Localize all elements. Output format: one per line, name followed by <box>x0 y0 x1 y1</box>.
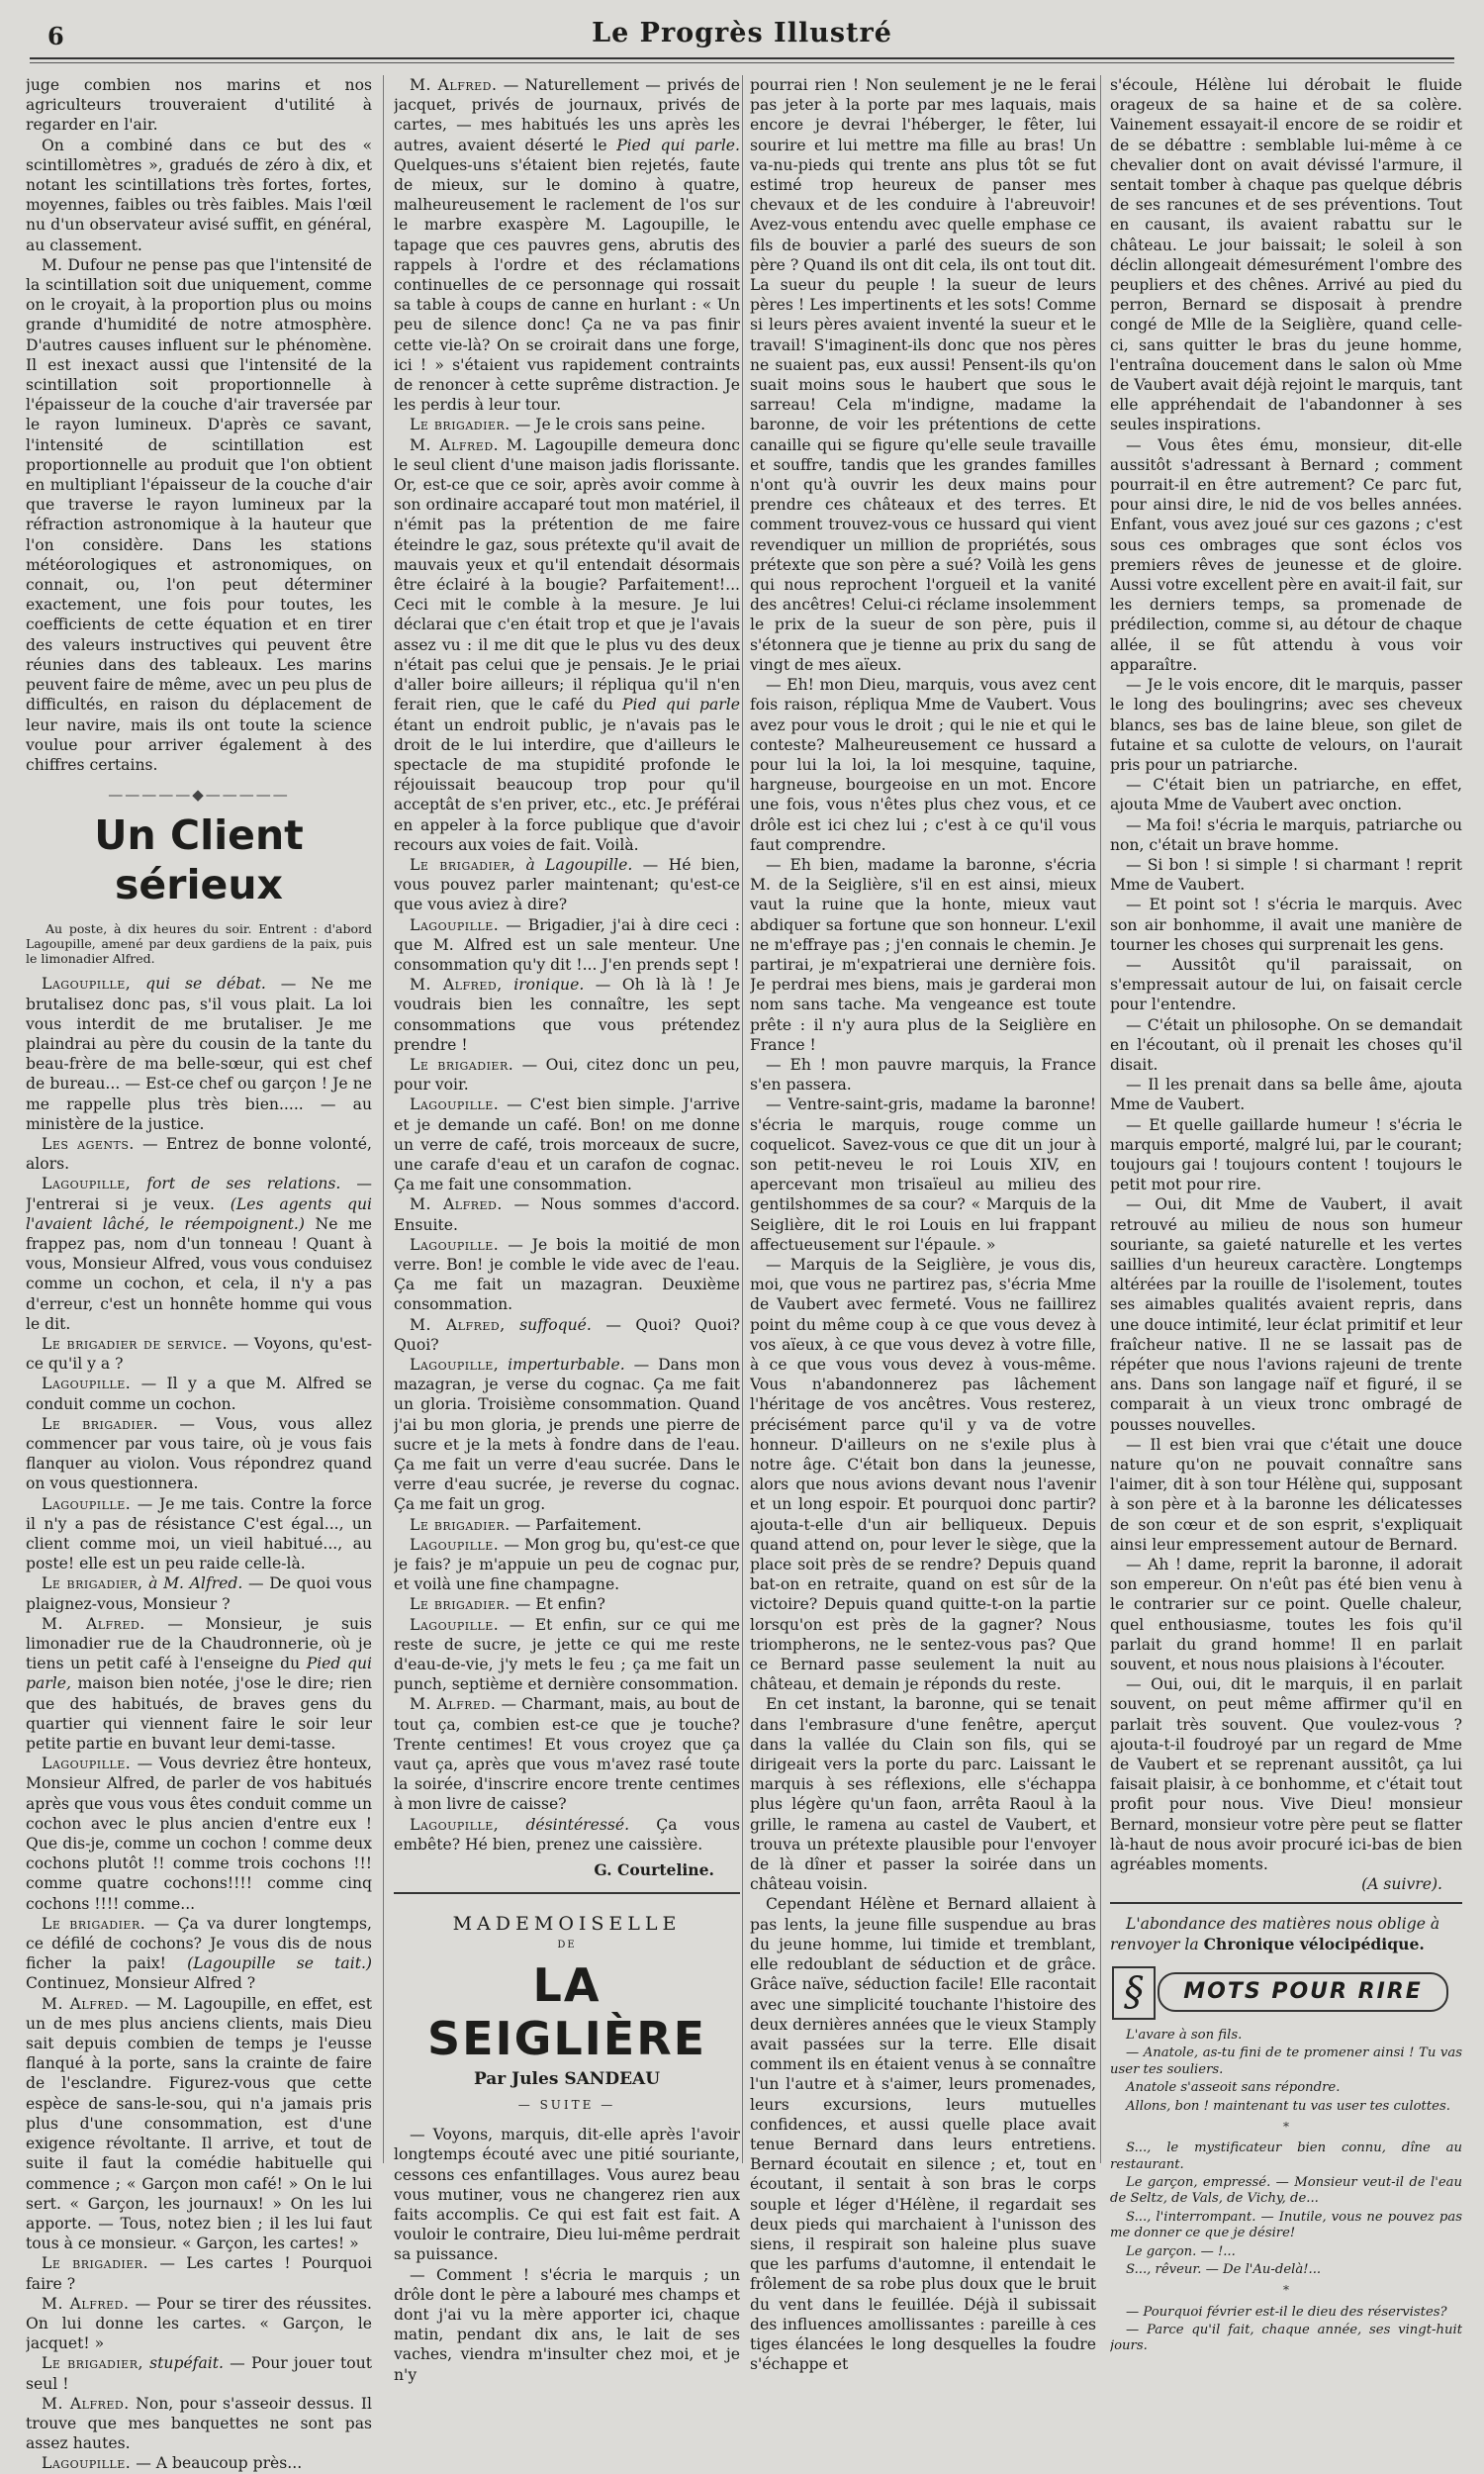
line-text: — Ça va durer longtemps, ce défilé de cochons? Je vous dis de nous ficher la paix! <box>26 1914 372 1973</box>
stage-note: fort de ses relations. <box>146 1175 341 1193</box>
dialogue-line <box>26 1414 372 1494</box>
dialogue-line <box>26 2394 372 2454</box>
serial-author: Par Jules SANDEAU <box>473 2068 661 2089</box>
speaker: Lagoupille. <box>410 915 500 934</box>
line-text: — Mon grog bu, qu'est-ce que je fais? je m'appuie un peu de cognac pur, et voilà une fine champagne. <box>394 1535 740 1594</box>
serial-paragraph: — Oui, dit Mme de Vaubert, il avait retrouvé au milieu de nous son humeur souriante, sa gaieté naturelle et les vertes saillies d'un heureux caractère. Longtemps altérées par la rouille de l'isolement, toutes ses aimables qualités avaient repris, dans une douce intimité, leur éclat primitif et leur fraîcheur native. Il ne se lassait pas de répéter que nous l'avions rajeuni de trente ans. Dans son langage naïf et figuré, il se comparait à un vieux tronc ombragé de pousses nouvelles. <box>1110 1195 1462 1434</box>
serial-paragraph: Cependant Hélène et Bernard allaient à pas lents, la jeune fille suspendue au bras du jeune homme, lui timide et tremblant, elle redoublant de séduction et de grâce. Grâce naïve, séduction facile! Elle racontait avec une simplicité touchante l'histoire des deux dernières années que le vieux Stamply avait passées sur la terre. Elle disait comment ils en étaient venus à se connaître l'un l'autre et à s'aimer, leurs promenades, leurs excursions, leurs mutuelles confidences, et aussi quelle place avait tenue Bernard dans leurs entretiens. Bernard écoutait en silence ; et, tout en écoutant, il sentait à son bras le corps souple et léger d'Hélène, il regardait ses deux pieds qui marchaient à l'unisson des siens, il respirait son haleine plus suave que les parfums d'automne, il entendait le frôlement de sa robe plus doux que le bruit du vent dans le feuillée. Déjà il subissait des influences amollissantes : pareille à ces tiges élancées le long desquelles la foudre s'échappe et <box>750 1895 1096 2374</box>
line-text: — Et enfin, sur ce qui me reste de sucre, je jette ce qui me reste d'eau-de-vie, j'y mets le feu ; ça me fait un punch, septième et dernière consommation. <box>394 1615 740 1694</box>
line-text: — Monsieur, je suis limonadier rue de la Chaudronnerie, où je tiens un petit café à l'enseigne du <box>26 1614 372 1673</box>
speaker: Lagoupille. <box>42 1375 132 1393</box>
line-text: Continuez, Monsieur Alfred ? <box>26 1974 256 1993</box>
line-text: — Ne me brutalisez donc pas, s'il vous plait. La loi vous interdit de me brutaliser. Je me plaindrai au père du cousin de la tante du beau-frère de ma belle-sœur, qui est chef de bureau... — Est-ce chef ou garçon ! Je ne me rappelle plus très bien..... — au ministère de la justice. <box>26 975 372 1133</box>
dialogue-line <box>394 435 740 855</box>
speaker: M. Alfred. <box>42 1994 130 2013</box>
column-separator <box>1100 75 1101 2163</box>
joke-line: S..., l'interrompant. — Inutile, vous ne pouvez pas me donner ce que je désire! <box>1110 2209 1462 2241</box>
separator-star: * <box>1283 2119 1289 2134</box>
serial-paragraph: — Il est bien vrai que c'était une douce nature qu'on ne pouvait connaître sans l'aimer, dit à son tour Hélène qui, supposant à son père et à la baronne les délicatesses de son cœur et de son esprit, s'expliquait ainsi leur empressement autour de Bernard. <box>1110 1435 1462 1554</box>
stage-note: imperturbable. <box>508 1356 625 1374</box>
mots-pour-rire-banner <box>1110 1966 1462 2016</box>
speaker: Le brigadier. <box>410 1055 514 1074</box>
serial-paragraph: — C'était un philosophe. On se demandait en l'écoutant, où il prenait les choses qu'il disait. <box>1110 1015 1462 1074</box>
joke-line: Le garçon, empressé. — Monsieur veut-il de l'eau de Seltz, de Vals, de Vichy, de... <box>1110 2174 1462 2207</box>
dialogue-line <box>26 2253 372 2293</box>
speaker: Le brigadier. <box>410 1515 510 1534</box>
line-text: — De quoi vous plaignez-vous, Monsieur ? <box>26 1574 372 1613</box>
line-text: M. Lagoupille demeura donc le seul client d'une maison jadis florissante. Or, est-ce que ce soir, après avoir comme à son ordinaire accaparé tout mon matériel, il n'émit pas la prétention de me faire éteindre le gaz, sous prétexte qu'il avait de mauvais yeux et qu'il entendait désormais être éclairé à la bougie? Parfaitement!... Ceci mit le comble à la mesure. Je lui déclarai que c'en était trop et que je l'avais assez vu : il me dit que le plus vu des deux n'était pas celui que je pensais. Je le priai d'aller boire ailleurs; il répliqua qu'il n'en ferait rien, que le café du <box>394 435 740 714</box>
speaker: Les agents. <box>42 1134 135 1153</box>
dialogue-line <box>394 1694 740 1814</box>
dialogue-line <box>394 855 740 915</box>
speaker: Lagoupille, <box>42 1175 132 1193</box>
line-text: — Vous, vous allez commencer par vous taire, où je vous fais flanquer au violon. Vous répondrez quand on vous questionnera. <box>26 1414 372 1493</box>
serial-kicker: MADEMOISELLE <box>452 1913 682 1936</box>
speaker: Le brigadier, <box>410 855 516 874</box>
speaker: Le brigadier, <box>42 1574 143 1593</box>
serial-paragraph: — Vous êtes ému, monsieur, dit-elle aussitôt s'adressant à Bernard ; comment pourrait-il en être autrement? Ce parc fut, pour ainsi dire, le nid de vos belles années. Enfant, vous avez joué sur ces gazons ; c'est sous ces ombrages que sont éclos vos premiers rêves de jeunesse et de gloire. Aussi votre excellent père en avait-il fait, sur les derniers temps, sa promenade de prédilection, comme si, au détour de chaque allée, il se fût attendu à vous voir apparaître. <box>1110 435 1462 674</box>
dialogue-line <box>26 1494 372 1574</box>
author-signature: G. Courteline. <box>594 1860 714 1880</box>
line-text: — Il y a que M. Alfred se conduit comme un cochon. <box>26 1375 372 1413</box>
line-text: Non, pour s'asseoir dessus. Il trouve que mes banquettes ne sont pas assez hautes. <box>26 2394 372 2453</box>
serial-paragraph: En cet instant, la baronne, qui se tenait dans l'embrasure d'une fenêtre, aperçut dans la vallée du Clain son fils, qui se dirigeait vers la porte du parc. Laissant le marquis à ses réflexions, elle s'échappa plus légère qu'un faon, arrêta Raoul à la grille, le ramena au castel de Vaubert, et trouva un prétexte plausible pour l'envoyer de là dîner et passer la soirée dans un château voisin. <box>750 1695 1096 1894</box>
serial-paragraph: — Marquis de la Seiglière, je vous dis, moi, que vous ne partirez pas, s'écria Mme de Vaubert avec fermeté. Vous ne faillirez point du même coup à ce que vous devez à vos aïeux, à ce que vous devez à votre fille, à ce que vous vous devez à vous-même. Vous n'abandonnerez pas lâchement l'héritage de vos ancêtres. Vous resterez, précisément parce qu'il y va de votre honneur. D'ailleurs on ne s'exile plus à notre âge. C'était bon dans la jeunesse, alors que nous avions devant nous l'avenir et un long espoir. Et pourquoi donc partir? ajouta-t-elle d'un air belliqueux. Depuis quand attend on, pour lever le siège, que la place soit près de se rendre? Depuis quand bat-on en retraite, quand on est sûr de la victoire? Depuis quand quitte-t-on la partie lorsqu'on est près de la gagner? Nous triompherons, ne le sentez-vous pas? Que ce Bernard passe seulement la nuit au château, et demain je réponds du reste. <box>750 1255 1096 1694</box>
story-title: Un Client sérieux <box>94 811 304 909</box>
serial-paragraph: — Il les prenait dans sa belle âme, ajouta Mme de Vaubert. <box>1110 1076 1462 1114</box>
dialogue-line <box>26 1134 372 1174</box>
speaker: Lagoupille. <box>42 1494 132 1513</box>
serial-paragraph: — Et point sot ! s'écria le marquis. Avec son air bonhomme, il avait une manière de tourner les choses qui surprenait les gens. <box>1110 896 1462 954</box>
column-1 <box>26 75 372 2474</box>
line-text: — Vous devriez être honteux, Monsieur Alfred, de parler de vos habitués après que vous vous êtes conduit comme un cochon avec le plus ancien d'entre eux ! Que dis-je, comme un cochon ! comme deux cochons plutôt !! comme trois cochons !!! comme quatre cochons!!!! comme cinq cochons !!!! comme... <box>26 1755 372 1913</box>
serial-paragraph: — Voyons, marquis, dit-elle après l'avoir longtemps écouté avec une pitié souriante, cessons ces enfantillages. Vous aurez beau vous mutiner, vous ne changerez rien aux faits accomplis. Ce qui est fait est fait. A vouloir le contraire, Dieu lui-même perdrait sa puissance. <box>394 2126 740 2264</box>
separator-star: * <box>1283 2283 1289 2298</box>
speaker: M. Alfred. <box>42 2294 130 2313</box>
dialogue-line <box>26 1174 372 1334</box>
dialogue-line <box>394 1515 740 1535</box>
dialogue-line <box>394 1235 740 1315</box>
page-number: 6 <box>47 22 64 50</box>
line-text: — Pour se tirer des réussites. On lui donne les cartes. « Garçon, le jacquet! » <box>26 2294 372 2353</box>
line-text: — Naturellement — privés de jacquet, privés de journaux, privés de cartes, — mes habitués les uns après les autres, avaient déserté le <box>394 76 740 154</box>
serial-paragraph: — Eh ! mon pauvre marquis, la France s'en passera. <box>750 1055 1096 1094</box>
column-separator <box>383 75 384 2163</box>
speaker: Lagoupille. <box>410 1095 500 1114</box>
line-text: — Charmant, mais, au bout de tout ça, combien est-ce que je touche? Trente centimes! Et vous croyez que ça vaut ça, après que vous m'avez rasé toute la soirée, d'inscrire encore trente centimes à mon livre de caisse? <box>394 1695 740 1814</box>
section-rule <box>1110 1902 1462 1904</box>
notice-text: L'abondance des matières nous oblige à renvoyer la <box>1110 1915 1440 1953</box>
dialogue-line <box>26 1334 372 1374</box>
line-text: étant un endroit public, je n'avais pas le droit de le lui interdire, que d'ailleurs le spectacle de ma stupidité profonde le réjouissait beaucoup trop pour qu'il acceptât de s'en priver, etc., etc. Je préférai en appeler à la force publique que d'avoir recours aux voies de fait. Voilà. <box>394 715 740 854</box>
speaker: M. Alfred. <box>42 2394 130 2413</box>
dialogue-line <box>26 1614 372 1754</box>
dialogue-line <box>26 2353 372 2393</box>
serial-paragraph: — Je le vois encore, dit le marquis, passer le long des boulingrins; avec ses cheveux blancs, ses bas de laine bleue, son gilet de futaine et sa culotte de velours, on l'aurait pris pour un patriarche. <box>1110 676 1462 774</box>
stage-direction: Au poste, à dix heures du soir. Entrent : d'abord Lagoupille, amené par deux gardiens de la paix, puis le limonadier Alfred. <box>26 921 372 967</box>
joke-line: — Anatole, as-tu fini de te promener ainsi ! Tu vas user tes souliers. <box>1110 2046 1462 2077</box>
line-text: — Entrez de bonne volonté, alors. <box>26 1134 372 1174</box>
line-text: maison bien notée, j'ose le dire; rien que des habitués, de braves gens du quartier qui viennent faire le soir leur petite partie en buvant leur demi-tasse. <box>26 1674 372 1754</box>
line-text: — A beaucoup près... <box>136 2454 303 2473</box>
column-2 <box>394 75 740 2385</box>
stage-note: ironique. <box>513 976 585 995</box>
dialogue-line <box>394 1594 740 1614</box>
speaker: Le brigadier. <box>410 1595 510 1614</box>
column-separator <box>742 75 743 2163</box>
line-text: — Oh là là ! Je voudrais bien les connaître, les sept consommations que vous prétendez prendre ! <box>394 976 740 1054</box>
speaker: M. Alfred. <box>410 1195 503 1214</box>
dialogue-line <box>394 1355 740 1515</box>
stage-note: qui se débat. <box>145 975 266 994</box>
joke-line: Le garçon. — !... <box>1126 2243 1236 2259</box>
speaker: Le brigadier. <box>42 1914 146 1933</box>
speaker: Le brigadier de service. <box>42 1334 229 1353</box>
header-rule <box>30 57 1454 59</box>
speaker: Le brigadier. <box>410 416 510 434</box>
serial-paragraph: — Eh bien, madame la baronne, s'écria M. de la Seiglière, s'il en est ainsi, mieux vaut la ruine que la honte, mieux vaut abdiquer sa fortune que son honneur. L'exil ne m'effraye pas ; j'en connais le chemin. Je partirai, je m'expatrierai une dernière fois. Je perdrai mes biens, mais je garderai mon nom sans tache. Ma vengeance est toute prête : il n'y aura plus de la Seiglière en France ! <box>750 855 1096 1054</box>
serial-de: DE <box>557 1940 577 1951</box>
line-text: Quelques-uns s'étaient bien rejetés, faute de mieux, sur le domino à quatre, malheureusement le raclement de l'os sur le marbre exaspère M. Lagoupille, le tapage que ces pauvres gens, abrutis des rappels à l'ordre et des réclamations continuelles de ce personnage qui rossait sa table à coups de canne en hurlant : « Un peu de silence donc! Ça ne va pas finir cette vie-là? On se croirait dans une forge, ici ! » s'étaient vus rapidement contraints de renoncer à cette suprême distraction. Je les perdis à leur tour. <box>394 155 740 415</box>
cafe-name: Pied qui parle, <box>26 1655 372 1693</box>
serial-suite: — SUITE — <box>517 2097 616 2112</box>
speaker: Le brigadier. <box>42 2254 149 2273</box>
cafe-name: Pied qui parle. <box>616 136 740 154</box>
dialogue-line <box>394 975 740 1055</box>
speaker: Lagoupille. <box>410 1615 500 1634</box>
line-text: — Voyons, qu'est-ce qu'il y a ? <box>26 1334 372 1374</box>
section-ornament: —————◆————— <box>108 786 290 805</box>
serial-paragraph: — Et quelle gaillarde humeur ! s'écria le marquis emporté, malgré lui, par le courant; toujours gai ! toujours content ! toujours le petit mot pour rire. <box>1110 1115 1462 1194</box>
dialogue-line <box>26 1994 372 2254</box>
line-text: — Brigadier, j'ai à dire ceci : que M. Alfred est un sale menteur. Une consommation qu'y dit !... J'en prends sept ! <box>394 915 740 974</box>
stage-note: désintéressé. <box>525 1815 630 1834</box>
speaker: Lagoupille, <box>410 1815 500 1834</box>
speaker: Lagoupille. <box>410 1535 500 1554</box>
dialogue-line <box>394 1055 740 1094</box>
line-text: — Je le crois sans peine. <box>514 416 706 434</box>
joke-line: S..., le mystificateur bien connu, dîne au restaurant. <box>1110 2141 1462 2172</box>
line-text: — Quoi? Quoi? Quoi? <box>394 1315 740 1354</box>
joke-line: — Pourquoi février est-il le dieu des réservistes? <box>1126 2304 1447 2320</box>
joke-line: Allons, bon ! maintenant tu vas user tes culottes. <box>1126 2098 1450 2114</box>
dialogue-line <box>26 1573 372 1613</box>
dialogue-line <box>394 1194 740 1234</box>
line-text: — Et enfin? <box>514 1595 605 1614</box>
editorial-notice <box>1110 1914 1462 1953</box>
serial-paragraph: — Oui, oui, dit le marquis, il en parlait souvent, on peut même affirmer qu'il en parlait très souvent. Que voulez-vous ? ajouta-t-il foudroyé par un regard de Mme de Vaubert et se reprenant aussitôt, ça lui faisait plaisir, à ce bonhomme, et c'était tout profit pour nous. Vive Dieu! monsieur Bernard, monsieur votre père peut se flatter là-haut de nous avoir procuré ici-bas de bien agréables moments. <box>1110 1675 1462 1874</box>
line-text: — Je me tais. Contre la force il n'y a pas de résistance C'est égal..., un client comme moi, un vieil habitué..., au poste! elle est un peu raide celle-là. <box>26 1494 372 1573</box>
speaker: M. Alfred. <box>410 1695 497 1714</box>
cafe-name: Pied qui parle <box>622 696 740 714</box>
dialogue-line <box>26 2453 372 2473</box>
speaker: Lagoupille. <box>410 1235 500 1254</box>
line-text: — Dans mon mazagran, je verse du cognac. Ça me fait un gloria. Troisième consommation. Quand j'ai bu mon gloria, je prends une pierre de sucre et je la mets à fondre dans de l'eau. Ça me fait un verre d'eau sucrée. Dans le verre d'eau sucrée, je reverse du cognac. Ça me fait un grog. <box>394 1356 740 1514</box>
ornamental-letter-icon: § <box>1112 1966 1156 2020</box>
dialogue-line <box>394 415 740 434</box>
serial-paragraph: — Eh! mon Dieu, marquis, vous avez cent fois raison, répliqua Mme de Vaubert. Vous avez pour vous le droit ; qui le nie et qui le conteste? Malheureusement ce hussard a pour lui la loi, la loi mesquine, taquine, hargneuse, bourgeoise en un mot. Encore une fois, vous n'êtes plus chez vous, et ce drôle est ici chez lui ; c'est à ce qu'il vous faut comprendre. <box>750 676 1096 854</box>
stage-note: à Lagoupille. <box>525 855 633 874</box>
line-text: — Je bois la moitié de mon verre. Bon! je comble le vide avec de l'eau. Ça me fait un mazagran. Deuxième consommation. <box>394 1235 740 1314</box>
line-text: — Hé bien, vous pouvez parler maintenant; qu'est-ce que vous aviez à dire? <box>394 855 740 914</box>
speaker: M. Alfred, <box>410 1315 506 1334</box>
article-paragraph: M. Dufour ne pense pas que l'intensité de la scintillation soit due uniquement, comme on le croyait, à la proportion plus ou moins grande d'humidité de notre atmosphère. D'autres causes influent sur le phénomène. Il est inexact aussi que l'intensité de la scintillation soit proportionnelle à l'épaisseur de la couche d'air traversée par le rayon lumineux. D'après ce savant, l'intensité de scintillation est proportionnelle au produit que l'on obtient en multipliant l'épaisseur de la couche d'air que traverse le rayon lumineux par la réfraction astronomique à la hauteur que l'on considère. Dans les stations météorologiques et astronomiques, on connait, ou, l'on peut déterminer exactement, une fois pour toutes, les coefficients de cette équation et en tirer des valeurs instructives qui peuvent être réunies dans des tableaux. Les marins peuvent faire de même, avec un peu plus de difficultés, en raison du déplacement de leur navire, mais ils ont toute la science voulue pour arriver également à des chiffres certains. <box>26 255 372 774</box>
serial-paragraph: — Aussitôt qu'il paraissait, on s'empressait autour de lui, on faisait cercle pour l'entendre. <box>1110 955 1462 1014</box>
header-rule-thin <box>30 62 1454 63</box>
section-rule <box>394 1892 740 1894</box>
speaker: M. Alfred. <box>42 1614 145 1633</box>
line-text: — Pour jouer tout seul ! <box>26 2354 372 2393</box>
line-text: — J'entrerai si je veux. <box>26 1175 372 1213</box>
line-text: — Oui, citez donc un peu, pour voir. <box>394 1055 740 1094</box>
dialogue-line <box>394 75 740 415</box>
dialogue-line <box>26 1754 372 1914</box>
dialogue-line <box>26 974 372 1134</box>
serial-title: LA SEIGLIÈRE <box>426 1957 707 2065</box>
line-text: — Parfaitement. <box>514 1515 642 1534</box>
speaker: Lagoupille, <box>42 975 132 994</box>
dialogue-line <box>394 1535 740 1595</box>
stage-note: à M. Alfred. <box>148 1574 243 1593</box>
line-text: — Les cartes ! Pourquoi faire ? <box>26 2254 372 2293</box>
serial-paragraph: — Ma foi! s'écria le marquis, patriarche ou non, c'était un brave homme. <box>1110 815 1462 854</box>
dialogue-line <box>26 2294 372 2354</box>
speaker: Le brigadier. <box>42 1414 159 1433</box>
speaker: M. Alfred. <box>410 76 498 94</box>
article-paragraph: juge combien nos marins et nos agriculteurs trouveraient d'utilité à regarder en l'air. <box>26 76 372 135</box>
article-paragraph: On a combiné dans ce but des « scintillomètres », gradués de zéro à dix, et notant les scintillations très fortes, fortes, moyennes, faibles ou très faibles. Mais l'œil nu d'un observateur avisé suffit, en général, au classement. <box>26 136 372 254</box>
column-3 <box>750 75 1096 2374</box>
dialogue-line <box>394 1815 740 1855</box>
serial-paragraph: — Si bon ! si simple ! si charmant ! reprit Mme de Vaubert. <box>1110 855 1462 895</box>
serial-paragraph: s'écoule, Hélène lui dérobait le fluide orageux de sa haine et de sa colère. Vainement essayait-il encore de se roidir et de se débattre : semblable lui-même à ce chevalier dont on avait dévissé l'armure, il sentait tomber à chaque pas quelque débris de ses rancunes et de ses préventions. Tout en causant, ils avaient rabattu sur le château. Le jour baissait; le soleil à son déclin allongeait démesurément l'ombre des peupliers et des chênes. Arrivé au pied du perron, Bernard se disposait à prendre congé de Mlle de la Seiglière, quand celle-ci, sans quitter le bras du jeune homme, l'entraîna doucement dans le salon où Mme de Vaubert avait déjà rejoint le marquis, tant elle appréhendait de l'abandonner à ses seules inspirations. <box>1110 76 1462 434</box>
speaker: M. Alfred, <box>410 976 503 995</box>
line-text: — M. Lagoupille, en effet, est un de mes plus anciens clients, mais Dieu sait depuis combien de temps je l'eusse flanqué à la porte, sans la crainte de faire de l'esclandre. Figurez-vous que cette espèce de sans-le-sou, qui n'a jamais pris plus d'une consommation, est d'une exigence révoltante. Il arrive, et tout de suite il faut la comédie habituelle qui commence ; « Garçon mon café! » On le lui sert. « Garçon, les journaux! » On les lui apporte. — Tous, notez bien ; il les lui faut tous à ce monsieur. « Garçon, les cartes! » <box>26 1994 372 2253</box>
to-be-continued: (A suivre). <box>1361 1875 1442 1894</box>
serial-paragraph: — Ventre-saint-gris, madame la baronne! s'écria le marquis, rouge comme un coquelicot. Savez-vous ce que dit un jour à son petit-neveu le roi Louis XIV, en apercevant mon trisaïeul au milieu des gentilshommes de sa cour? « Marquis de la Seiglière, dit le roi Louis en lui frappant affectueusement sur l'épaule. » <box>750 1095 1096 1254</box>
speaker: M. Alfred. <box>410 435 500 454</box>
stage-note: suffoqué. <box>519 1315 592 1334</box>
speaker: Lagoupille. <box>42 1755 132 1773</box>
notice-bold: Chronique vélocipédique. <box>1203 1934 1425 1953</box>
dialogue-line <box>26 1374 372 1413</box>
line-text: — Nous sommes d'accord. Ensuite. <box>394 1195 740 1234</box>
serial-paragraph: — C'était bien un patriarche, en effet, ajouta Mme de Vaubert avec onction. <box>1110 776 1462 814</box>
joke-line: L'avare à son fils. <box>1126 2027 1243 2043</box>
masthead-title: Le Progrès Illustré <box>592 18 892 48</box>
dialogue-line <box>394 1315 740 1355</box>
line-text: Ça vous embête? Hé bien, prenez une caissière. <box>394 1815 740 1854</box>
dialogue-line <box>394 1094 740 1194</box>
line-text: Ne me frappez pas, nom d'un tonneau ! Quant à vous, Monsieur Alfred, vous vous conduisez comme un cochon, et cela, il n'y a pas d'erreur, c'est un honnête homme qui vous le dit. <box>26 1214 372 1333</box>
serial-paragraph: — Ah ! dame, reprit la baronne, il adorait son empereur. On n'eût pas été bien venu à le contrarier sur ce point. Quelle chaleur, quel enthousiasme, toutes les fois qu'il parlait du grand homme! Il en parlait souvent, et nous nous plaisions à l'écouter. <box>1110 1556 1462 1674</box>
dialogue-line <box>26 1914 372 1994</box>
dialogue-line <box>394 1615 740 1695</box>
section-heading: MOTS POUR RIRE <box>1158 1972 1448 2012</box>
speaker: Le brigadier, <box>42 2354 143 2373</box>
joke-line: Anatole s'asseoit sans répondre. <box>1126 2080 1341 2096</box>
column-4 <box>1110 75 1462 2357</box>
dialogue-line <box>394 915 740 976</box>
stage-note: (Lagoupille se tait.) <box>187 1954 372 1973</box>
speaker: Lagoupille, <box>410 1356 500 1374</box>
stage-note: (Les agents qui l'avaient lâché, le réempoignent.) <box>26 1194 372 1233</box>
page-header <box>0 0 1484 61</box>
speaker: Lagoupille. <box>42 2454 132 2473</box>
line-text: — C'est bien simple. J'arrive et je demande un café. Bon! on me donne un verre de café, trois morceaux de sucre, une carafe d'eau et un carafon de cognac. Ça me fait une consommation. <box>394 1095 740 1194</box>
joke-line: — Parce qu'il fait, chaque année, ses vingt-huit jours. <box>1110 2322 1462 2354</box>
stage-note: stupéfait. <box>149 2354 224 2373</box>
joke-line: S..., rêveur. — De l'Au-delà!... <box>1126 2261 1322 2277</box>
serial-paragraph: — Comment ! s'écria le marquis ; un drôle dont le père a labouré mes champs et dont j'ai vu la mère apporter ici, chaque matin, pendant dix ans, le lait de ses vaches, viendra m'insulter chez moi, et je n'y <box>394 2265 740 2384</box>
serial-paragraph: pourrai rien ! Non seulement je ne le ferai pas jeter à la porte par mes laquais, mais encore je devrai l'héberger, le fêter, lui sourire et lui mettre ma fille au bras! Un va-nu-pieds qui trente ans plus tôt se fut estimé trop heureux de panser mes chevaux et de les conduire à l'abreuvoir! Avez-vous entendu avec quelle emphase ce fils de bouvier a parlé des sueurs de son père ? Quand ils ont dit cela, ils ont tout dit. La sueur du peuple ! la sueur de leurs pères ! Les impertinents et les sots! Comme si leurs pères avaient inventé la sueur et le travail! S'imaginent-ils donc que nos pères ne suaient pas, eux aussi! Pensent-ils qu'on suait moins sous le haubert que sous le sarreau! Cela m'indigne, madame la baronne, de voir les prétentions de cette canaille qui se figure qu'elle seule travaille et souffre, tandis que les grandes familles n'ont qu'à ouvrir les deux mains pour prendre ces châteaux et des terres. Et comment trouvez-vous ce hussard qui vient revendiquer un million de propriétés, sous prétexte que son père a sué? Voilà les gens qui nous reprochent l'orgueil et la vanité des ancêtres! Celui-ci réclame insolemment le prix de la sueur de son père, puis il s'étonnera que je tienne au prix du sang de vingt de mes aïeux. <box>750 76 1096 674</box>
